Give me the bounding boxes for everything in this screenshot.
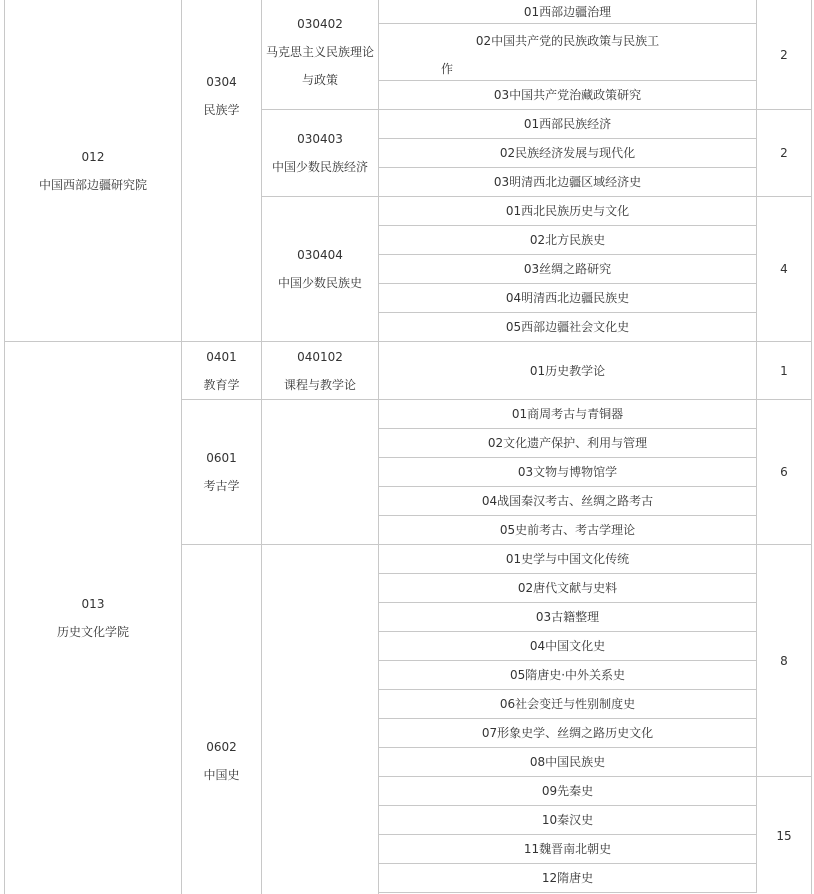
direction-text: 08中国民族史 xyxy=(529,755,606,769)
direction-row xyxy=(379,168,757,197)
direction-row xyxy=(379,81,757,110)
count-value: 2 xyxy=(780,146,788,160)
direction-text: 02文化遗产保护、利用与管理 xyxy=(487,436,648,450)
college-name: 中国西部边疆研究院 xyxy=(38,177,147,192)
direction-text: 03古籍整理 xyxy=(535,610,600,624)
count-value: 4 xyxy=(780,262,788,276)
direction-row xyxy=(379,255,757,284)
direction-text-cont: 作 xyxy=(441,62,454,76)
direction-row xyxy=(379,690,757,719)
subject-code: 030403 xyxy=(297,132,343,146)
direction-row xyxy=(379,429,757,458)
major-cell-0304 xyxy=(182,0,262,342)
direction-row xyxy=(379,313,757,342)
count-cell xyxy=(757,197,812,342)
direction-text: 01史学与中国文化传统 xyxy=(505,552,630,566)
direction-text: 05西部边疆社会文化史 xyxy=(505,320,630,334)
major-cell-0601 xyxy=(182,400,262,545)
direction-text: 07形象史学、丝绸之路历史文化 xyxy=(481,726,654,740)
direction-row xyxy=(379,748,757,777)
college-code: 013 xyxy=(81,597,105,611)
direction-text: 02民族经济发展与现代化 xyxy=(499,146,636,160)
college-cell-012 xyxy=(4,0,182,342)
direction-text: 01西部民族经济 xyxy=(523,117,612,131)
direction-text: 02唐代文献与史料 xyxy=(517,581,618,595)
direction-text: 03丝绸之路研究 xyxy=(523,262,612,276)
count-cell xyxy=(757,110,812,197)
major-name: 教育学 xyxy=(203,377,240,392)
direction-row xyxy=(379,342,757,400)
college-cell-013 xyxy=(4,342,182,894)
subject-name: 中国少数民族史 xyxy=(277,276,362,290)
subject-name: 课程与教学论 xyxy=(283,377,356,392)
direction-text: 01历史教学论 xyxy=(529,363,606,378)
direction-text: 02中国共产党的民族政策与民族工 xyxy=(475,34,660,48)
direction-row xyxy=(379,603,757,632)
direction-text: 04中国文化史 xyxy=(529,639,606,653)
count-value: 1 xyxy=(780,363,788,378)
direction-text: 05隋唐史·中外关系史 xyxy=(509,668,626,682)
direction-text: 01商周考古与青铜器 xyxy=(511,407,624,421)
major-code: 0401 xyxy=(206,349,237,364)
direction-row xyxy=(379,284,757,313)
count-value: 8 xyxy=(780,653,788,668)
subject-name-cont: 与政策 xyxy=(301,73,338,87)
direction-row xyxy=(379,835,757,864)
direction-row xyxy=(379,226,757,255)
count-cell xyxy=(757,0,812,110)
major-code: 0304 xyxy=(206,75,237,89)
direction-row xyxy=(379,661,757,690)
direction-text: 11魏晋南北朝史 xyxy=(523,842,612,856)
subject-cell-empty-0602 xyxy=(262,545,379,894)
subject-cell-030403 xyxy=(262,110,379,197)
direction-row xyxy=(379,574,757,603)
direction-row xyxy=(379,545,757,574)
count-cell xyxy=(757,342,812,400)
college-code: 012 xyxy=(81,149,105,164)
direction-text: 03文物与博物馆学 xyxy=(517,465,618,479)
direction-row xyxy=(379,777,757,806)
direction-row xyxy=(379,24,757,81)
major-cell-0401 xyxy=(182,342,262,400)
direction-text: 12隋唐史 xyxy=(541,871,594,885)
direction-text: 03中国共产党治藏政策研究 xyxy=(493,88,642,102)
direction-row xyxy=(379,516,757,545)
direction-text: 03明清西北边疆区域经济史 xyxy=(493,175,642,189)
direction-row xyxy=(379,110,757,139)
direction-text: 10秦汉史 xyxy=(541,813,594,827)
count-value: 6 xyxy=(780,465,788,479)
major-name: 民族学 xyxy=(203,103,240,117)
direction-row xyxy=(379,197,757,226)
direction-text: 01西北民族历史与文化 xyxy=(505,204,630,218)
count-cell xyxy=(757,545,812,777)
subject-code: 030404 xyxy=(297,248,343,262)
count-value: 2 xyxy=(780,47,788,62)
major-cell-0602 xyxy=(182,545,262,894)
subject-cell-030404 xyxy=(262,197,379,342)
direction-row xyxy=(379,139,757,168)
direction-row xyxy=(379,400,757,429)
direction-row xyxy=(379,0,757,24)
subject-code: 040102 xyxy=(297,349,343,364)
direction-text: 04战国秦汉考古、丝绸之路考古 xyxy=(481,494,654,508)
direction-text: 02北方民族史 xyxy=(529,233,606,247)
major-name: 中国史 xyxy=(203,768,240,782)
subject-name: 马克思主义民族理论 xyxy=(265,45,374,59)
subject-cell-empty-0601 xyxy=(262,400,379,545)
direction-row xyxy=(379,864,757,893)
direction-text: 05史前考古、考古学理论 xyxy=(499,523,636,537)
count-cell xyxy=(757,400,812,545)
direction-text: 09先秦史 xyxy=(541,784,594,798)
major-code: 0601 xyxy=(206,451,237,465)
direction-text: 01西部边疆治理 xyxy=(523,4,612,19)
major-name: 考古学 xyxy=(203,479,240,493)
subject-cell-040102 xyxy=(262,342,379,400)
college-name: 历史文化学院 xyxy=(56,625,129,639)
direction-row xyxy=(379,458,757,487)
subject-cell-030402 xyxy=(262,0,379,110)
direction-row xyxy=(379,632,757,661)
subject-name: 中国少数民族经济 xyxy=(271,160,368,174)
major-code: 0602 xyxy=(206,740,237,754)
direction-text: 04明清西北边疆民族史 xyxy=(505,291,630,305)
count-cell xyxy=(757,777,812,894)
direction-text: 06社会变迁与性别制度史 xyxy=(499,697,636,711)
direction-row xyxy=(379,719,757,748)
count-value: 15 xyxy=(776,828,792,843)
subject-code: 030402 xyxy=(297,17,343,31)
direction-row xyxy=(379,487,757,516)
direction-row xyxy=(379,806,757,835)
